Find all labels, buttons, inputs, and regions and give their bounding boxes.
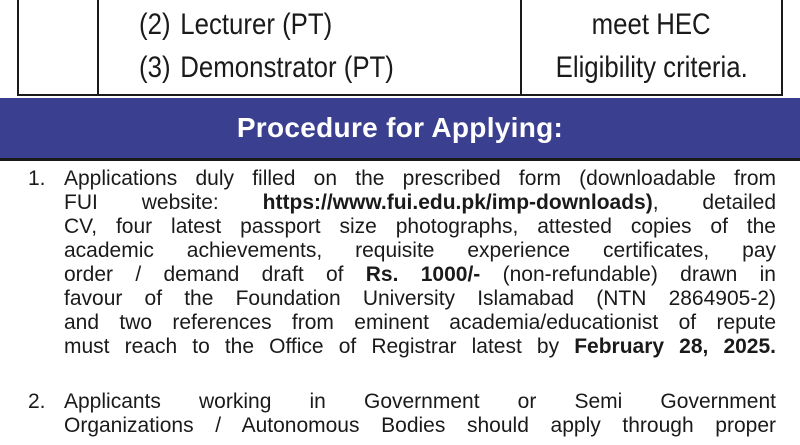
post-number: (3) xyxy=(139,51,171,84)
post-title: Lecturer (PT) xyxy=(180,8,333,41)
item-text xyxy=(64,390,776,438)
text-line: CV, four latest passport size photographs, attested copies of the xyxy=(64,215,776,238)
eligibility-text-line: meet HEC xyxy=(591,8,712,41)
item-text xyxy=(64,167,776,359)
posts-list xyxy=(99,0,520,96)
text-line: FUI website: https://www.fui.edu.pk/imp-downloads), detailed xyxy=(64,191,776,214)
text-line: academic achievements, requisite experience certificates, pay xyxy=(64,239,776,262)
post-item xyxy=(139,51,394,85)
posts-table-left-column xyxy=(17,0,99,96)
post-number: (2) xyxy=(139,8,171,41)
item-number: 2. xyxy=(28,390,46,413)
procedure-section xyxy=(0,158,800,445)
posts-table xyxy=(0,0,800,98)
eligibility-text-line: Eligibility criteria. xyxy=(555,51,748,84)
post-title: Demonstrator (PT) xyxy=(180,51,394,84)
post-item xyxy=(139,8,332,42)
eligibility-column xyxy=(520,0,783,96)
text-line: favour of the Foundation University Islamabad (NTN 2864905-2) xyxy=(64,287,776,310)
text-line: Applications duly filled on the prescribed form (downloadable from xyxy=(64,167,776,190)
item-number: 1. xyxy=(28,167,46,190)
text-line: Applicants working in Government or Semi Government xyxy=(64,390,776,413)
text-line: Organizations / Autonomous Bodies should apply through proper xyxy=(64,414,776,437)
text-line: order / demand draft of Rs. 1000/- (non-refundable) drawn in xyxy=(64,263,776,286)
fee-amount: Rs. 1000/- xyxy=(365,263,481,286)
text-line: must reach to the Office of Registrar latest by February 28, 2025. xyxy=(64,335,776,358)
deadline-date: February 28, 2025. xyxy=(574,335,776,358)
download-link-text: https://www.fui.edu.pk/imp-downloads) xyxy=(262,191,653,214)
procedure-heading: Procedure for Applying: xyxy=(236,112,564,143)
text-line: and two references from eminent academia/educationist of repute xyxy=(64,311,776,334)
